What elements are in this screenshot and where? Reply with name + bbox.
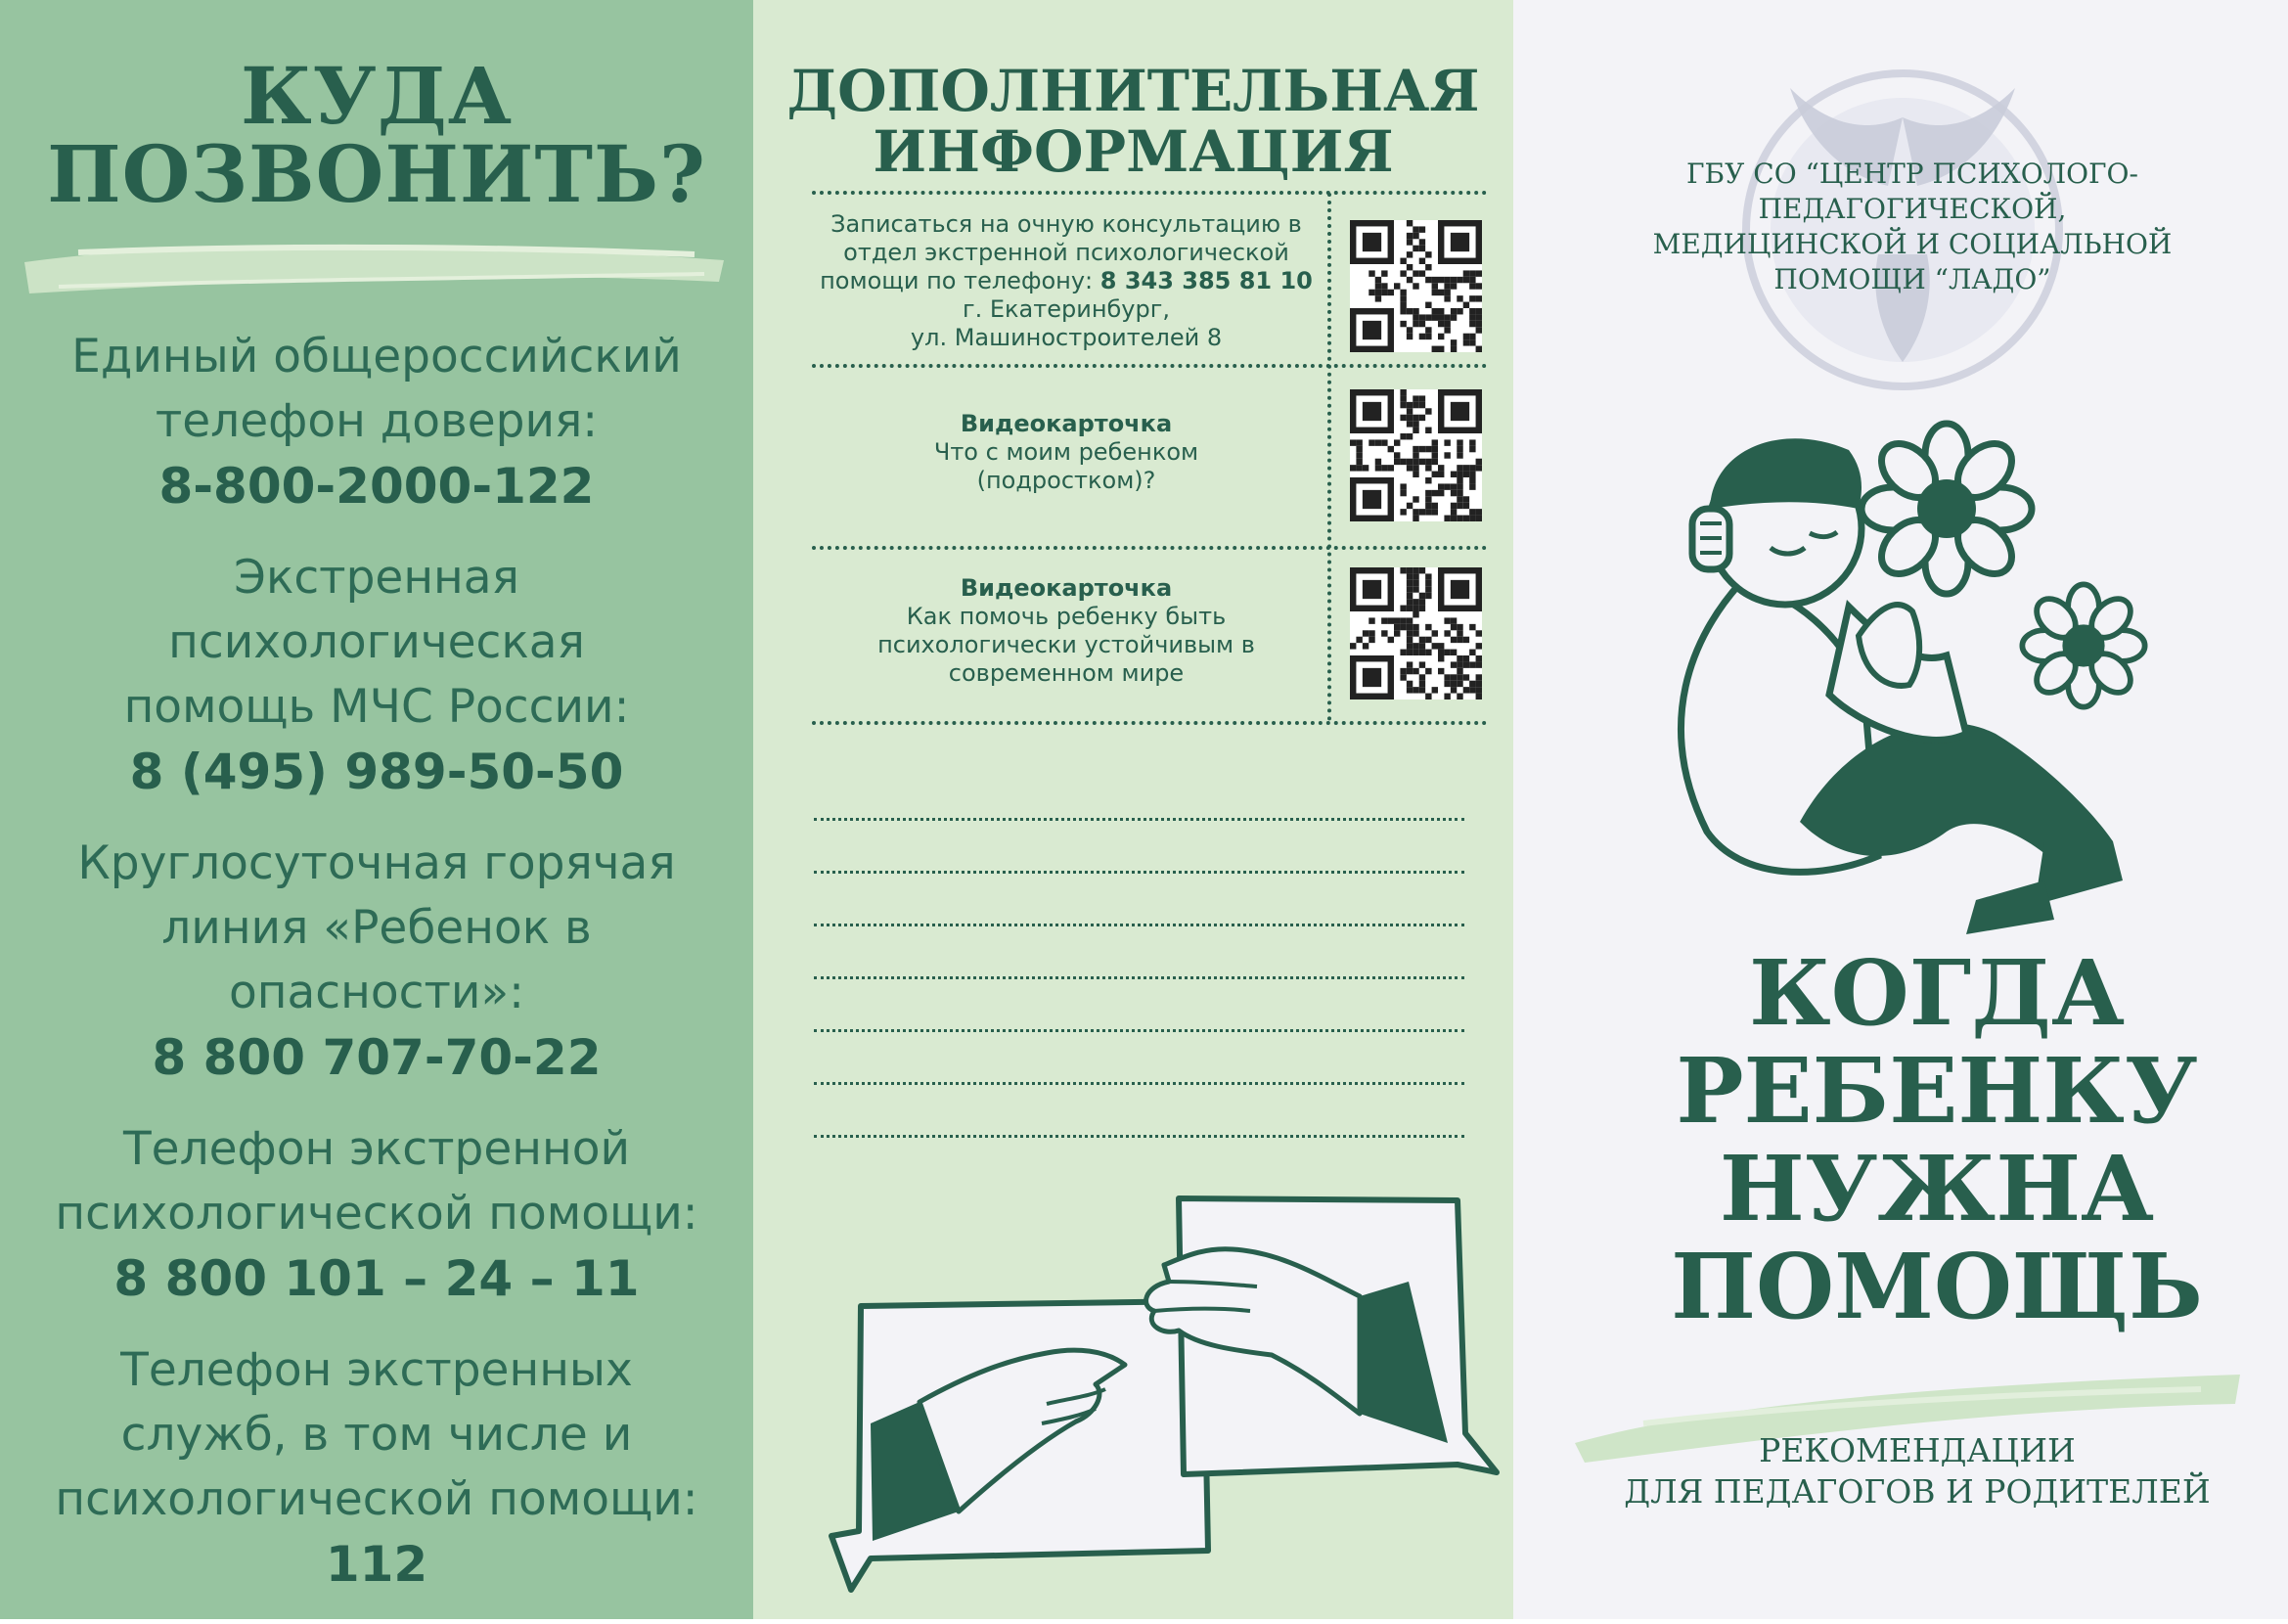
main-title: [1624, 940, 2250, 1339]
info-line: современном мире: [948, 659, 1185, 687]
hotline-label: Телефон экстренных: [120, 1343, 633, 1397]
main-title-line: КОГДА: [1748, 940, 2126, 1046]
hotline-label: линия «Ребенок в: [161, 901, 592, 955]
org-line: МЕДИЦИНСКОЙ И СОЦИАЛЬНОЙ: [1652, 228, 2173, 260]
hotline-label: психологической помощи:: [55, 1187, 698, 1241]
writing-line: [814, 1029, 1464, 1032]
hotline-entry: [0, 1338, 753, 1597]
subtitle-line: РЕКОМЕНДАЦИИ: [1759, 1431, 2076, 1469]
left-title-line: КУДА: [241, 50, 513, 142]
divider: [812, 721, 1487, 725]
info-line: г. Екатеринбург,: [963, 295, 1170, 323]
middle-title: [753, 58, 1513, 185]
left-title: [0, 50, 753, 220]
info-line: Что с моим ребенком: [933, 438, 1199, 466]
hotline-label: психологической помощи:: [55, 1472, 698, 1526]
qr-code-icon[interactable]: [1350, 567, 1482, 699]
video-card-title: Видеокарточка: [960, 574, 1173, 602]
hotline-entry: [0, 546, 753, 804]
divider: [812, 191, 1487, 195]
left-title-line: ПОЗВОНИТЬ?: [47, 128, 706, 220]
qr-code-icon[interactable]: [1350, 220, 1482, 352]
middle-title-line: ИНФОРМАЦИЯ: [873, 118, 1394, 185]
hotline-entry: [0, 832, 753, 1090]
brush-stroke-icon: [20, 233, 734, 311]
info-line: (подростком)?: [976, 467, 1156, 494]
video-card-title: Видеокарточка: [960, 410, 1173, 437]
divider: [812, 364, 1487, 368]
qr-code-icon[interactable]: [1350, 389, 1482, 521]
main-title-line: НУЖНА: [1719, 1136, 2155, 1241]
info-text: помощи по телефону:: [820, 267, 1100, 294]
main-title-line: РЕБЕНКУ: [1676, 1038, 2198, 1144]
divider: [1327, 193, 1331, 721]
hotline-number[interactable]: 8 800 101 – 24 – 11: [113, 1250, 640, 1307]
info-line: Записаться на очную консультацию в: [830, 210, 1302, 238]
hands-illustration-icon: [812, 1189, 1506, 1600]
org-line: ПЕДАГОГИЧЕСКОЙ,: [1758, 193, 2067, 225]
hotline-label: Экстренная: [234, 551, 519, 605]
org-line: ПОМОЩИ “ЛАДО”: [1773, 263, 2051, 295]
hotline-label: психологическая: [168, 615, 585, 669]
info-line: психологически устойчивым в: [877, 631, 1255, 658]
hotline-number[interactable]: 8 800 707-70-22: [152, 1029, 602, 1086]
organization-name: [1624, 157, 2201, 297]
hotline-list: [0, 325, 753, 1624]
info-line: ул. Машиностроителей 8: [910, 324, 1223, 351]
writing-line: [814, 871, 1464, 874]
hotline-label: Единый общероссийский: [71, 330, 682, 383]
writing-line: [814, 976, 1464, 979]
hotline-number[interactable]: 112: [325, 1536, 428, 1593]
hotline-entry: [0, 325, 753, 519]
info-line: [812, 267, 1321, 295]
hotline-label: опасности»:: [229, 966, 524, 1019]
video-card-1: [812, 410, 1321, 495]
hotline-label: служб, в том числе и: [120, 1408, 633, 1462]
divider: [812, 546, 1487, 550]
middle-title-line: ДОПОЛНИТЕЛЬНАЯ: [786, 58, 1480, 124]
writing-line: [814, 1135, 1464, 1138]
consultation-phone[interactable]: 8 343 385 81 10: [1099, 267, 1313, 294]
info-line: отдел экстренной психологической: [843, 239, 1289, 266]
writing-line: [814, 924, 1464, 926]
main-title-line: ПОМОЩЬ: [1671, 1234, 2203, 1339]
hotline-number[interactable]: 8-800-2000-122: [158, 458, 595, 515]
writing-line: [814, 1082, 1464, 1085]
org-line: ГБУ СО “ЦЕНТР ПСИХОЛОГО-: [1686, 158, 2138, 190]
subtitle-line: ДЛЯ ПЕДАГОГОВ И РОДИТЕЛЕЙ: [1624, 1472, 2211, 1511]
hotline-entry: [0, 1117, 753, 1311]
hotline-label: помощь МЧС России:: [123, 680, 630, 734]
hotline-number[interactable]: 8 (495) 989-50-50: [129, 744, 624, 800]
info-line: Как помочь ребенку быть: [906, 603, 1227, 630]
consultation-info: [812, 210, 1321, 352]
hotline-label: Круглосуточная горячая: [77, 836, 676, 890]
video-card-2: [812, 574, 1321, 688]
hotline-label: телефон доверия:: [155, 394, 599, 448]
child-with-headphones-illustration-icon: [1653, 411, 2162, 939]
hotline-label: Телефон экстренной: [122, 1122, 631, 1176]
writing-line: [814, 818, 1464, 821]
subtitle: [1585, 1430, 2250, 1512]
